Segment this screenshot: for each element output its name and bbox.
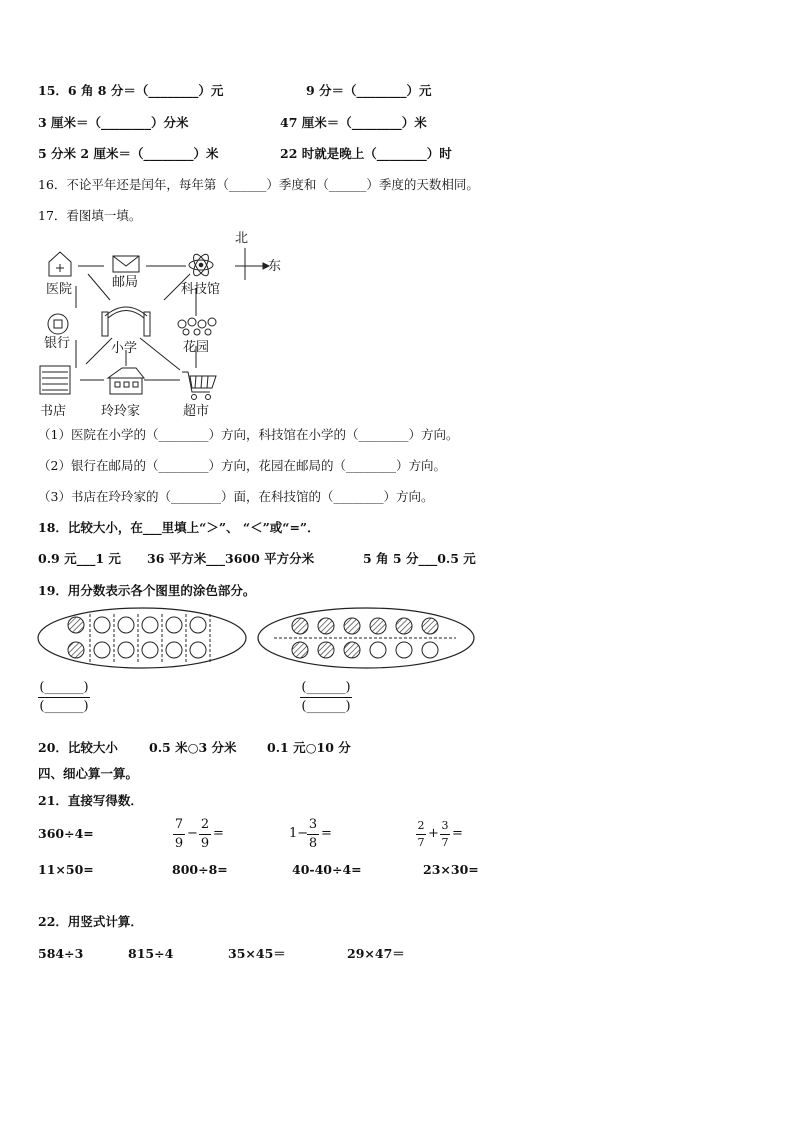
q18-item-c: 5 角 5 分___0.5 元 <box>363 551 476 566</box>
q15-item-a: 15．6 角 8 分＝（________）元 <box>38 83 224 98</box>
numerator-blank: (______) <box>39 680 89 695</box>
shopping-cart-icon <box>182 372 216 400</box>
hospital-icon <box>49 252 71 276</box>
q22-item-3: 35×45＝ <box>228 946 286 961</box>
garden-label: 花园 <box>183 340 210 355</box>
q20-title: 20．比较大小 <box>38 740 118 755</box>
q18-title: 18．比较大小，在___里填上“＞”、 “＜”或“=”． <box>38 520 320 535</box>
numerator-blank: (______) <box>301 680 351 695</box>
q21-item-5: 11×50= <box>38 862 94 877</box>
q22-item-4: 29×47＝ <box>347 946 405 961</box>
denominator-blank: (______) <box>301 699 351 714</box>
denominator-blank: (______) <box>39 699 89 714</box>
q17-sub1: （1）医院在小学的（________）方向，科技馆在小学的（________）方向。 <box>38 427 459 442</box>
q22-title: 22．用竖式计算． <box>38 914 143 929</box>
q21-item-8: 23×30= <box>423 862 479 877</box>
q21-item-6: 800÷8= <box>172 862 228 877</box>
fraction-figure-1 <box>36 606 248 670</box>
q21-item-1: 360÷4= <box>38 826 94 841</box>
q15-item-f: 22 时就是晚上（________）时 <box>280 146 452 161</box>
q22-item-2: 815÷4 <box>128 946 174 961</box>
house-icon <box>108 368 144 394</box>
atom-icon <box>189 252 213 278</box>
school-label: 小学 <box>111 341 138 356</box>
bookstore-label: 书店 <box>40 404 67 419</box>
q18-item-a: 0.9 元___1 元 <box>38 551 121 566</box>
coin-icon <box>48 314 68 334</box>
bank-label: 银行 <box>44 336 71 351</box>
q21-item-7: 40-40÷4= <box>292 862 362 877</box>
fraction-figure-2 <box>256 606 476 670</box>
bookstore-icon <box>40 366 70 394</box>
q18-item-b: 36 平方米___3600 平方分米 <box>147 551 315 566</box>
q15-item-e: 5 分米 2 厘米＝（________）米 <box>38 146 219 161</box>
direction-map <box>30 228 290 423</box>
q22-item-1: 584÷3 <box>38 946 84 961</box>
post-office-label: 邮局 <box>112 275 139 290</box>
q19-answer-fraction-2 <box>300 680 352 715</box>
q19-answer-fraction-1 <box>38 680 90 715</box>
q20-item-a: 0.5 米○3 分米 <box>149 740 237 755</box>
q21-title: 21．直接写得数． <box>38 793 143 808</box>
supermarket-label: 超市 <box>183 404 210 419</box>
flower-icon <box>178 318 216 335</box>
q17-title: 17．看图填一填。 <box>38 208 142 223</box>
school-gate-icon <box>102 307 150 336</box>
compass-north-label: 北 <box>235 231 249 246</box>
linglings-home-label: 玲玲家 <box>101 404 141 419</box>
section-heading: 四、细心算一算。 <box>38 766 139 781</box>
envelope-icon <box>113 256 139 272</box>
science-museum-label: 科技馆 <box>181 282 221 297</box>
compass-east-label: 东 <box>268 259 282 274</box>
q19-title: 19．用分数表示各个图里的涂色部分。 <box>38 583 256 598</box>
q17-sub2: （2）银行在邮局的（________）方向，花园在邮局的（________）方向。 <box>38 458 446 473</box>
q17-sub3: （3）书店在玲玲家的（________）面，在科技馆的（________）方向。 <box>38 489 434 504</box>
q16-text: 16．不论平年还是闰年，每年第（______）季度和（______）季度的天数相同。 <box>38 177 479 192</box>
compass-icon <box>235 248 269 280</box>
q15-item-b: 9 分＝（________）元 <box>306 83 432 98</box>
q15-item-c: 3 厘米＝（________）分米 <box>38 115 189 130</box>
hospital-label: 医院 <box>46 282 73 297</box>
q20-item-b: 0.1 元○10 分 <box>267 740 351 755</box>
q15-item-d: 47 厘米＝（________）米 <box>280 115 427 130</box>
